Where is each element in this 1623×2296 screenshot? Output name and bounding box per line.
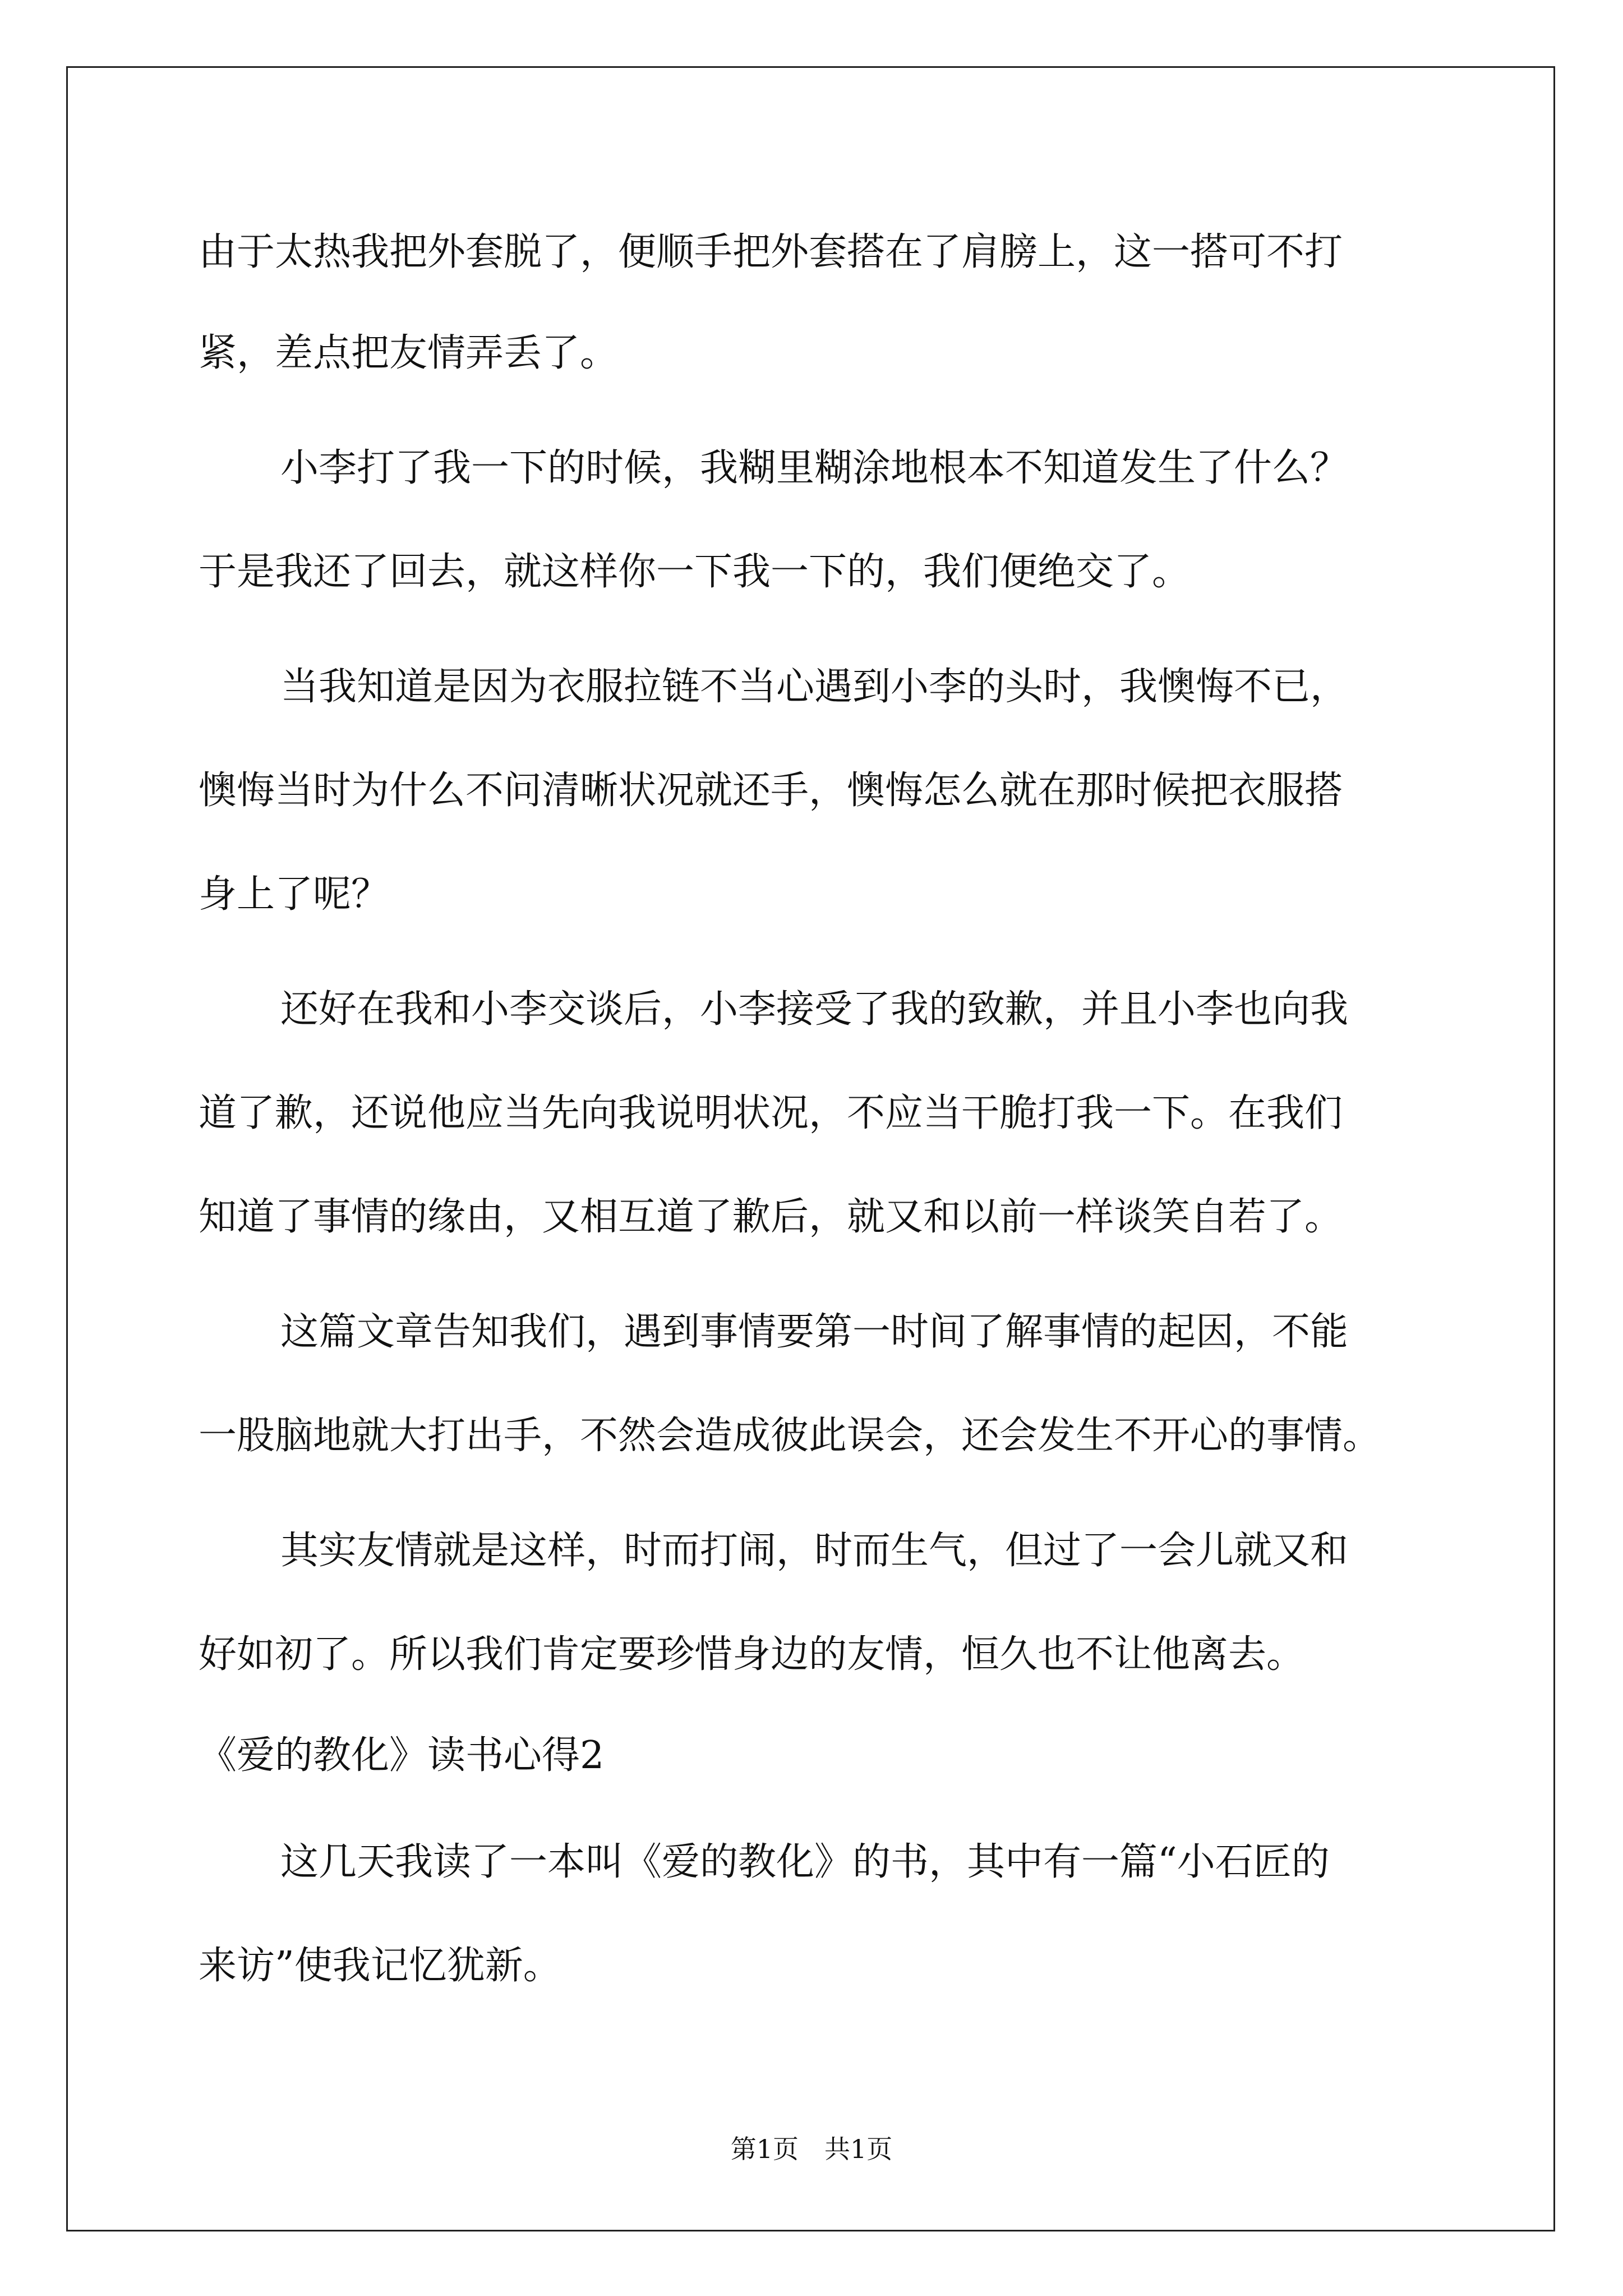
text-line: 当我知道是因为衣服拉链不当心遇到小李的头时，我懊悔不已， [280, 665, 1349, 709]
text-line: 一股脑地就大打出手，不然会造成彼此误会，还会发生不开心的事情。 [199, 1414, 1381, 1458]
page-footer: 第1页 共1页 [730, 2134, 893, 2164]
text-line: 道了歉，还说他应当先向我说明状况，不应当干脆打我一下。在我们 [199, 1091, 1343, 1135]
text-line: 这几天我读了一本叫《爱的教化》的书，其中有一篇“小石匠的 [280, 1840, 1330, 1884]
text-line: 来访”使我记忆犹新。 [199, 1944, 561, 1988]
text-line: 好如初了。所以我们肯定要珍惜身边的友情，恒久也不让他离去。 [199, 1632, 1305, 1677]
text-line: 由于太热我把外套脱了，便顺手把外套搭在了肩膀上，这一搭可不打 [199, 230, 1343, 274]
text-line: 于是我还了回去，就这样你一下我一下的，我们便绝交了。 [199, 550, 1191, 594]
text-line: 身上了呢？ [199, 872, 390, 917]
text-line: 紧，差点把友情弄丢了。 [199, 331, 619, 375]
section-heading: 《爱的教化》读书心得2 [199, 1733, 605, 1778]
page-border [66, 66, 1555, 2231]
text-line: 还好在我和小李交谈后，小李接受了我的致歉，并且小李也向我 [280, 987, 1349, 1032]
text-line: 小李打了我一下的时候，我糊里糊涂地根本不知道发生了什么？ [280, 446, 1349, 490]
text-line: 懊悔当时为什么不问清晰状况就还手，懊悔怎么就在那时候把衣服搭 [199, 769, 1343, 813]
text-line: 这篇文章告知我们，遇到事情要第一时间了解事情的起因，不能 [280, 1310, 1349, 1354]
text-line: 其实友情就是这样，时而打闹，时而生气，但过了一会儿就又和 [280, 1529, 1349, 1573]
text-line: 知道了事情的缘由，又相互道了歉后，就又和以前一样谈笑自若了。 [199, 1195, 1343, 1239]
